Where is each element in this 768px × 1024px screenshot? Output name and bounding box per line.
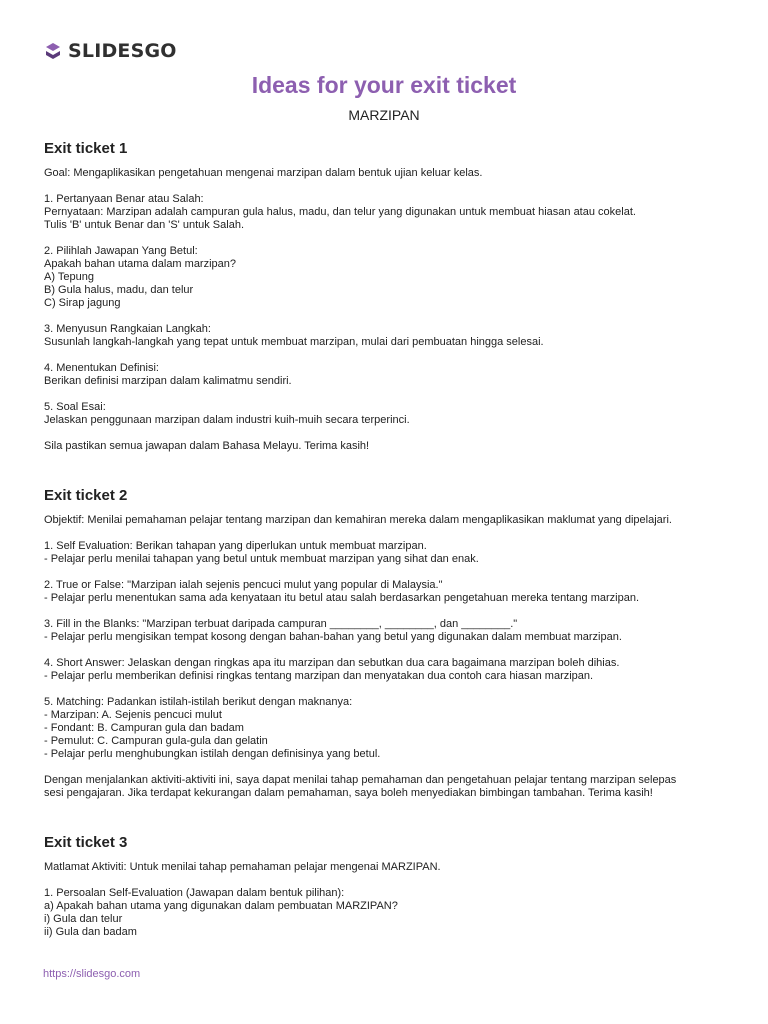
exit-ticket-section: [44, 138, 744, 453]
ticket-text-line: - Pelajar perlu menghubungkan istilah dengan definisinya yang betul.: [44, 748, 381, 760]
brand-logo: [43, 40, 177, 62]
ticket-text-line: Sila pastikan semua jawapan dalam Bahasa Melayu. Terima kasih!: [44, 440, 370, 452]
ticket-text-line: B) Gula halus, madu, dan telur: [44, 284, 194, 296]
ticket-text-line: 3. Menyusun Rangkaian Langkah:: [44, 323, 211, 335]
exit-ticket-section: [44, 485, 744, 800]
ticket-text-line: C) Sirap jagung: [44, 297, 121, 309]
ticket-text-line: i) Gula dan telur: [44, 913, 123, 925]
ticket-text-line: 3. Fill in the Blanks: "Marzipan terbuat daripada campuran ________, ________, dan ________.": [44, 618, 518, 630]
ticket-text-line: 4. Short Answer: Jelaskan dengan ringkas apa itu marzipan dan sebutkan dua cara bagaimana marzipan boleh dihias.: [44, 657, 620, 669]
ticket-text-line: - Fondant: B. Campuran gula dan badam: [44, 722, 244, 734]
footer-link[interactable]: https://slidesgo.com: [43, 968, 141, 980]
ticket-text-line: sesi pengajaran. Jika terdapat kekurangan dalam pemahaman, saya boleh menyediakan bimbingan tambahan. Terima kasih!: [44, 787, 653, 799]
ticket-text-line: - Pelajar perlu mengisikan tempat kosong dengan bahan-bahan yang betul yang digunakan dalam membuat marzipan.: [44, 631, 622, 643]
ticket-text-line: - Pelajar perlu menentukan sama ada kenyataan itu betul atau salah berdasarkan pengetahuan mereka tentang marzipan.: [44, 592, 639, 604]
ticket-text-line: A) Tepung: [44, 271, 94, 283]
ticket-text-line: ii) Gula dan badam: [44, 926, 137, 938]
ticket-text-line: - Pelajar perlu menilai tahapan yang betul untuk membuat marzipan yang sihat dan enak.: [44, 553, 479, 565]
ticket-text-line: 4. Menentukan Definisi:: [44, 362, 159, 374]
page-title: Ideas for your exit ticket: [251, 72, 517, 98]
ticket-text-line: a) Apakah bahan utama yang digunakan dalam pembuatan MARZIPAN?: [44, 900, 398, 912]
ticket-text-line: 1. Self Evaluation: Berikan tahapan yang diperlukan untuk membuat marzipan.: [44, 540, 427, 552]
ticket-text-line: 2. True or False: "Marzipan ialah sejenis pencuci mulut yang popular di Malaysia.": [44, 579, 443, 591]
ticket-text-line: - Pemulut: C. Campuran gula-gula dan gelatin: [44, 735, 268, 747]
ticket-text-line: Matlamat Aktiviti: Untuk menilai tahap pemahaman pelajar mengenai MARZIPAN.: [44, 861, 441, 873]
slidesgo-logo-icon: [43, 41, 63, 61]
ticket-text-line: Susunlah langkah-langkah yang tepat untuk membuat marzipan, mulai dari pembuatan hingga selesai.: [44, 336, 544, 348]
ticket-text-line: - Marzipan: A. Sejenis pencuci mulut: [44, 709, 222, 721]
ticket-text-line: 2. Pilihlah Jawapan Yang Betul:: [44, 245, 198, 257]
ticket-heading: Exit ticket 1: [44, 140, 128, 157]
ticket-text-line: 5. Soal Esai:: [44, 401, 106, 413]
ticket-text-line: 1. Pertanyaan Benar atau Salah:: [44, 193, 204, 205]
ticket-heading: Exit ticket 3: [44, 834, 128, 851]
ticket-text-line: Objektif: Menilai pemahaman pelajar tentang marzipan dan kemahiran mereka dalam mengaplikasikan maklumat yang dipelajari.: [44, 514, 672, 526]
ticket-text-line: Jelaskan penggunaan marzipan dalam industri kuih-muih secara terperinci.: [44, 414, 410, 426]
exit-ticket-section: [44, 832, 744, 939]
ticket-text-line: 5. Matching: Padankan istilah-istilah berikut dengan maknanya:: [44, 696, 353, 708]
ticket-text-line: 1. Persoalan Self-Evaluation (Jawapan dalam bentuk pilihan):: [44, 887, 345, 899]
ticket-text-line: Dengan menjalankan aktiviti-aktiviti ini, saya dapat menilai tahap pemahaman dan pengetahuan pelajar tentang marzipan selepas: [44, 774, 677, 786]
ticket-text-line: Tulis 'B' untuk Benar dan 'S' untuk Salah.: [44, 219, 244, 231]
ticket-text-line: Apakah bahan utama dalam marzipan?: [44, 258, 237, 270]
ticket-text-line: - Pelajar perlu memberikan definisi ringkas tentang marzipan dan menyatakan dua contoh cara hiasan marzipan.: [44, 670, 594, 682]
page-subtitle: MARZIPAN: [348, 107, 420, 123]
ticket-text-line: Goal: Mengaplikasikan pengetahuan mengenai marzipan dalam bentuk ujian keluar kelas.: [44, 167, 483, 179]
ticket-heading: Exit ticket 2: [44, 487, 128, 504]
ticket-text-line: Pernyataan: Marzipan adalah campuran gula halus, madu, dan telur yang digunakan untuk membuat hiasan atau cokelat.: [44, 206, 636, 218]
brand-name: SLIDESGO: [68, 40, 177, 62]
ticket-text-line: Berikan definisi marzipan dalam kalimatmu sendiri.: [44, 375, 292, 387]
tickets-content: [44, 138, 744, 939]
